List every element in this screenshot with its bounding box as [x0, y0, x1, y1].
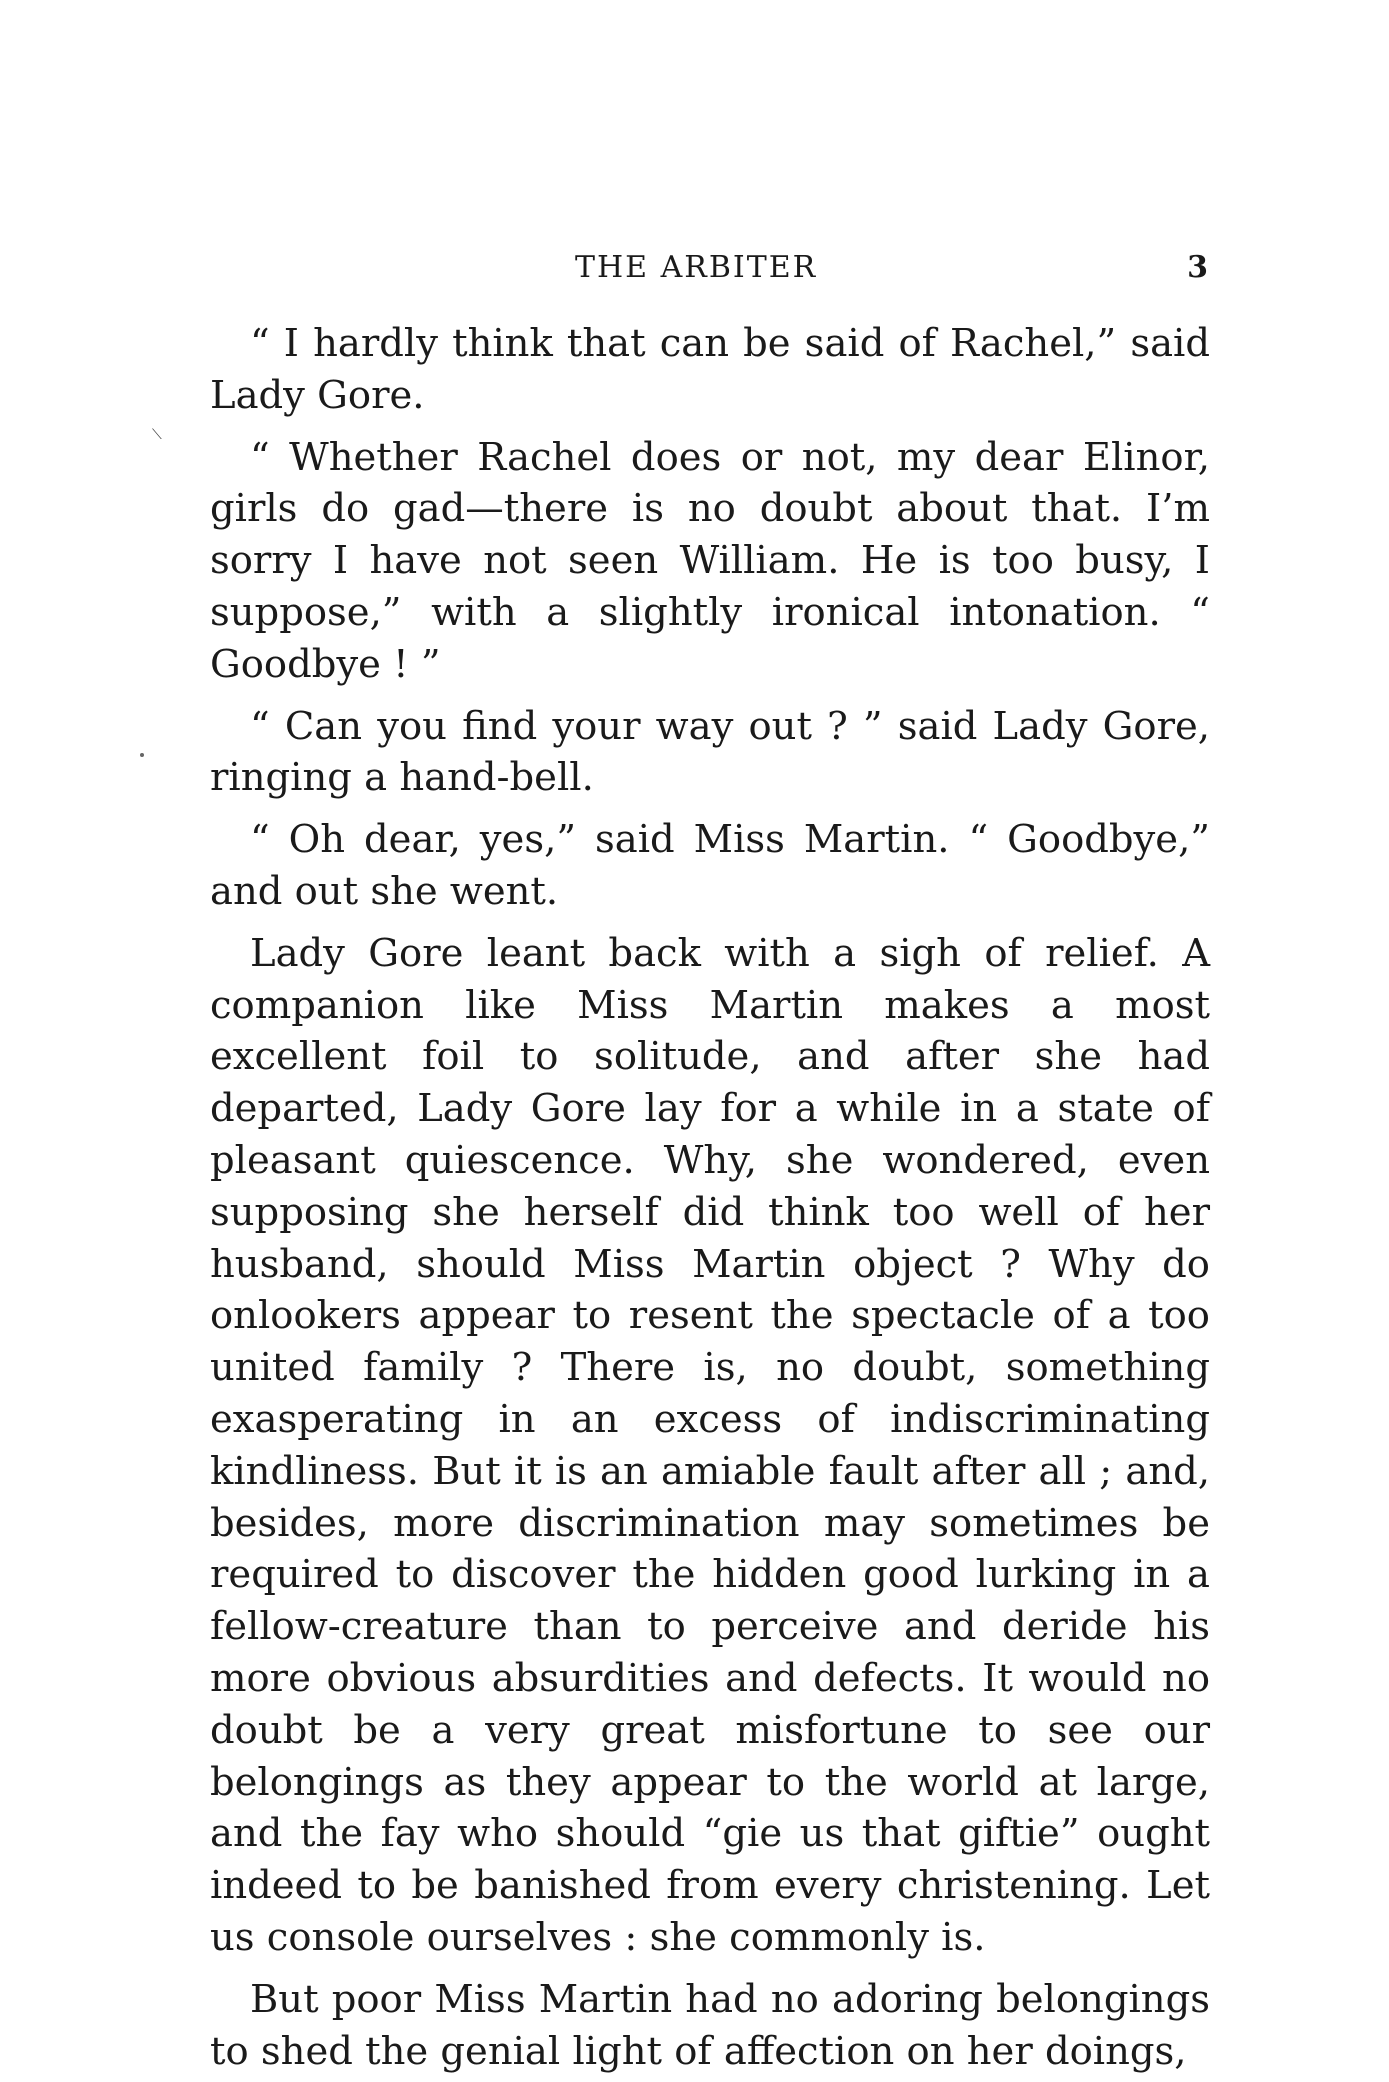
- paragraph: Lady Gore leant back with a sigh of relief. A companion like Miss Martin makes a most excellent foil to solitude, and after she had departed, Lady Gore lay for a while in a state of pleasant quiescence. Why, she wondered, even supposing she herself did think too well of her husband, should Miss Martin object ? Why do onlookers appear to resent the spectacle of a too united family ? There is, no doubt, something exasperating in an excess of indiscriminating kindliness. But it is an amiable fault after all ; and, besides, more discrimination may sometimes be required to discover the hidden good lurking in a fellow-creature than to perceive and deride his more obvious absurdities and defects. It would no doubt be a very great misfortune to see our belongings as they appear to the world at large, and the fay who should “gie us that giftie” ought indeed to be banished from every christening. Let us console ourselves : she commonly is.: [210, 930, 1210, 1960]
- body-text: [210, 318, 1210, 2077]
- paragraph: “ I hardly think that can be said of Rachel,” said Lady Gore.: [210, 321, 1210, 418]
- paragraph: “ Whether Rachel does or not, my dear Elinor, girls do gad—there is no doubt about that. I’m sorry I have not seen William. He is too busy, I suppose,” with a slightly ironical intonation. “ Goodbye ! ”: [210, 434, 1210, 687]
- running-head: [210, 250, 1210, 290]
- page-number: 3: [1187, 250, 1210, 285]
- print-speck: ⟍: [152, 427, 162, 443]
- print-dot: [140, 753, 144, 757]
- paragraph: But poor Miss Martin had no adoring belongings to shed the genial light of affection on her doings,: [210, 1976, 1210, 2074]
- paragraph: “ Can you find your way out ? ” said Lady Gore, ringing a hand-bell.: [210, 703, 1210, 801]
- paragraph: “ Oh dear, yes,” said Miss Martin. “ Goodbye,” and out she went.: [210, 817, 1210, 914]
- running-title: THE ARBITER: [575, 250, 818, 285]
